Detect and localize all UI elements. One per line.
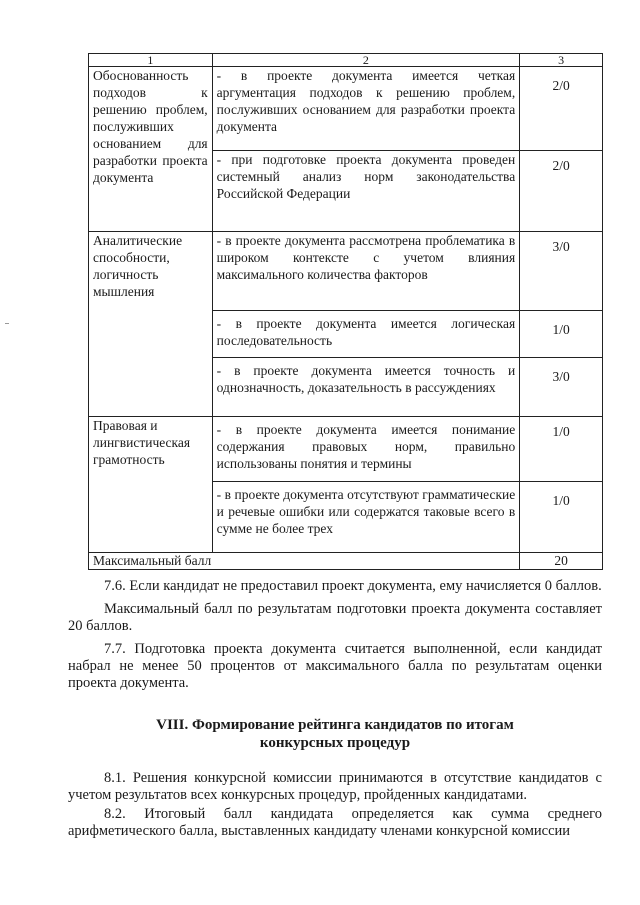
section-heading [68, 716, 602, 752]
score-cell: 2/0 [520, 151, 603, 232]
paragraph-block-8 [68, 770, 602, 840]
paragraph-7-7: 7.7. Подготовка проекта документа считается выполненной, если кандидат набрал не менее 50 процентов от максимального балла по результатам оценки проекта документа. [68, 641, 602, 691]
indicator-text: - в проекте документа имеется логическая последовательность [212, 311, 520, 358]
criteria-table [88, 53, 603, 570]
indicator-text: - в проекте документа отсутствуют грамматические и речевые ошибки или содержатся таковые всего в сумме не более трех [212, 482, 520, 553]
score-cell: 1/0 [520, 417, 603, 482]
header-col-3: 3 [520, 54, 603, 67]
paragraph-max-score: Максимальный балл по результатам подготовки проекта документа составляет 20 баллов. [68, 601, 602, 634]
section-heading-line-1: VIII. Формирование рейтинга кандидатов по итогам [156, 717, 514, 733]
indicator-text: - в проекте документа имеется понимание содержания правовых норм, правильно использованы понятия и термины [212, 417, 520, 482]
paragraph-8-1: 8.1. Решения конкурсной комиссии принимаются в отсутствие кандидатов с учетом результатов всех конкурсных процедур, пройденных кандидатами. [68, 770, 602, 803]
header-col-1: 1 [89, 54, 213, 67]
score-cell: 1/0 [520, 482, 603, 553]
indicator-text: - при подготовке проекта документа проведен системный анализ норм законодательства Российской Федерации [212, 151, 520, 232]
score-cell: 2/0 [520, 67, 603, 151]
table-row [89, 417, 603, 482]
indicator-text: - в проекте документа имеется точность и однозначность, доказательность в рассуждениях [212, 358, 520, 417]
margin-mark [5, 323, 9, 324]
table-row [89, 232, 603, 311]
max-score-value: 20 [520, 553, 603, 570]
score-cell: 3/0 [520, 232, 603, 311]
paragraph-7-6: 7.6. Если кандидат не предоставил проект документа, ему начисляется 0 баллов. [104, 578, 602, 594]
criterion-cell [89, 232, 213, 417]
table-row-total [89, 553, 603, 570]
paragraph-8-2: 8.2. Итоговый балл кандидата определяется как сумма среднего арифметического балла, выставленных кандидату членами конкурсной комиссии [68, 806, 602, 839]
paragraph-block-7 [68, 578, 602, 692]
table-row [89, 67, 603, 151]
criterion-name: Правовая и лингвистическая грамотность [93, 418, 191, 467]
criterion-name: Обоснованность подходов к решению проблем, послуживших основанием для разработки проекта документа [93, 68, 208, 185]
criterion-name: Аналитические способности, логичность мышления [93, 233, 183, 299]
criterion-cell [89, 67, 213, 232]
indicator-text: - в проекте документа рассмотрена проблематика в широком контексте с учетом влияния максимального количества факторов [212, 232, 520, 311]
section-heading-line-2: конкурсных процедур [259, 735, 411, 751]
criterion-cell [89, 417, 213, 553]
score-cell: 1/0 [520, 311, 603, 358]
header-col-2: 2 [212, 54, 520, 67]
table-header-row [89, 54, 603, 67]
score-cell: 3/0 [520, 358, 603, 417]
indicator-text: - в проекте документа имеется четкая аргументация подходов к решению проблем, послуживших основанием для разработки проекта документа [212, 67, 520, 151]
max-score-label: Максимальный балл [89, 553, 520, 570]
